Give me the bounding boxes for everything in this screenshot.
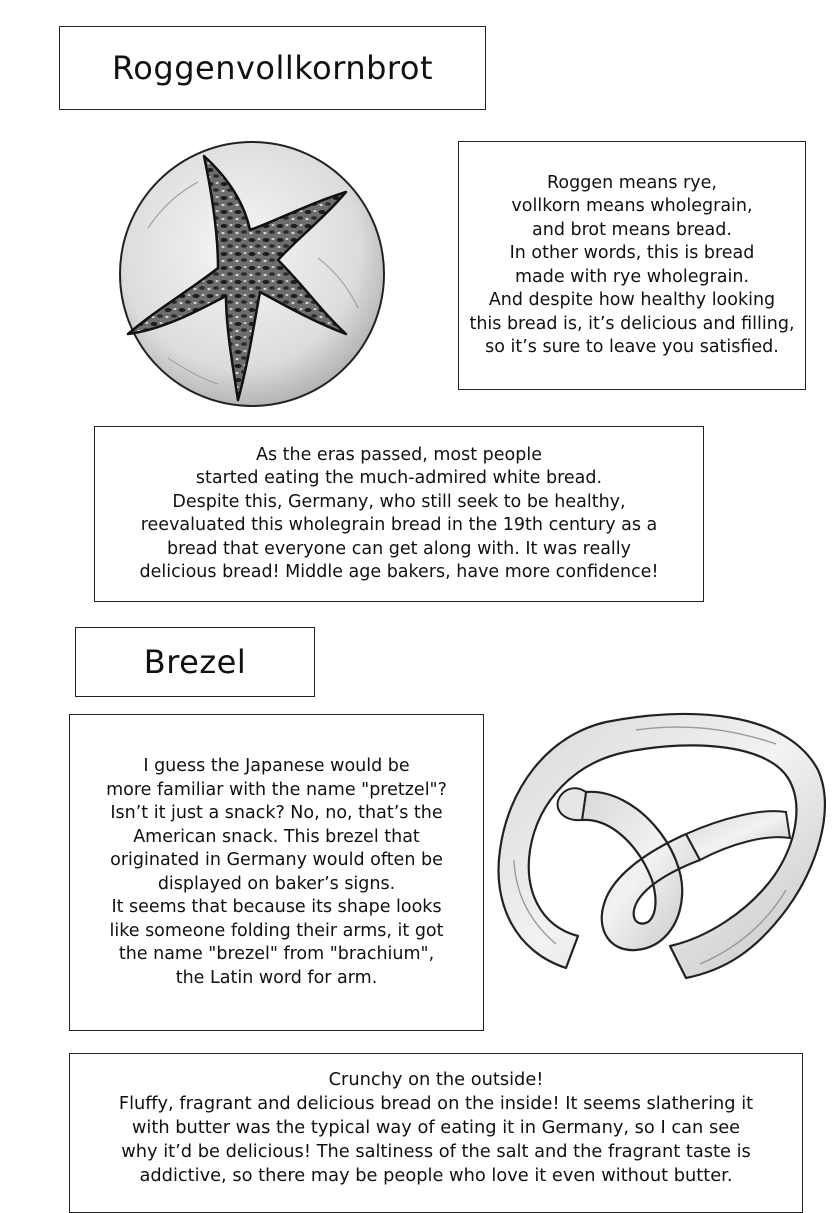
description-line: the Latin word for arm. — [175, 967, 378, 988]
brezel-taste — [119, 1068, 753, 1188]
description-line: originated in Germany would often be — [110, 850, 443, 870]
description-line: vollkorn means wholegrain, — [511, 196, 753, 216]
history-line: started eating the much-admired white bread. — [195, 468, 603, 488]
description-line: In other words, this is bread — [509, 243, 755, 263]
description-line: American snack. This brezel that — [133, 826, 420, 847]
history-line: Despite this, Germany, who still seek to be healthy, — [172, 491, 626, 512]
taste-line: Crunchy on the outside! — [328, 1069, 544, 1090]
description-line: made with rye wholegrain. — [514, 266, 750, 287]
description-line: I guess the Japanese would be — [143, 756, 410, 776]
roggenvollkornbrot-description-box — [458, 141, 806, 390]
history-line: bread that everyone can get along with. It was really — [166, 538, 632, 559]
description-line: this bread is, it’s delicious and filling, — [469, 313, 795, 334]
brezel-title: Brezel — [143, 643, 247, 681]
roggenvollkornbrot-title: Roggenvollkornbrot — [112, 49, 433, 87]
history-line: As the eras passed, most people — [256, 444, 542, 465]
brezel-taste-box — [69, 1053, 803, 1213]
roggenvollkornbrot-history — [140, 444, 659, 585]
description-line: like someone folding their arms, it got — [109, 920, 444, 941]
description-line: Isn’t it just a snack? No, no, that’s the — [110, 803, 443, 823]
history-line: reevaluated this wholegrain bread in the 19th century as a — [140, 515, 658, 535]
description-line: It seems that because its shape looks — [111, 897, 442, 917]
history-line: delicious bread! Middle age bakers, have more confidence! — [139, 562, 659, 582]
taste-line: addictive, so there may be people who love it even without butter. — [139, 1165, 733, 1186]
roggenvollkornbrot-description — [469, 172, 794, 360]
roggenvollkornbrot-title-box — [59, 26, 486, 110]
description-line: the name "brezel" from "brachium", — [118, 944, 435, 964]
brezel-title-box — [75, 627, 315, 697]
taste-line: with butter was the typical way of eating it in Germany, so I can see — [131, 1117, 741, 1138]
roggenvollkornbrot-history-box — [94, 426, 704, 602]
description-line: more familiar with the name "pretzel"? — [106, 779, 447, 800]
description-line: And despite how healthy looking — [488, 290, 776, 310]
description-line: and brot means bread. — [532, 219, 732, 240]
description-line: Roggen means rye, — [547, 172, 717, 193]
brezel-description — [106, 755, 447, 990]
rye-bread-illustration — [108, 138, 398, 410]
brezel-description-box — [69, 714, 484, 1031]
description-line: so it’s sure to leave you satisfied. — [485, 337, 779, 357]
taste-line: Fluffy, fragrant and delicious bread on the inside! It seems slathering it — [118, 1093, 754, 1114]
description-line: displayed on baker’s signs. — [157, 873, 396, 894]
taste-line: why it’d be delicious! The saltiness of the salt and the fragrant taste is — [121, 1141, 751, 1162]
pretzel-illustration — [486, 700, 831, 1000]
